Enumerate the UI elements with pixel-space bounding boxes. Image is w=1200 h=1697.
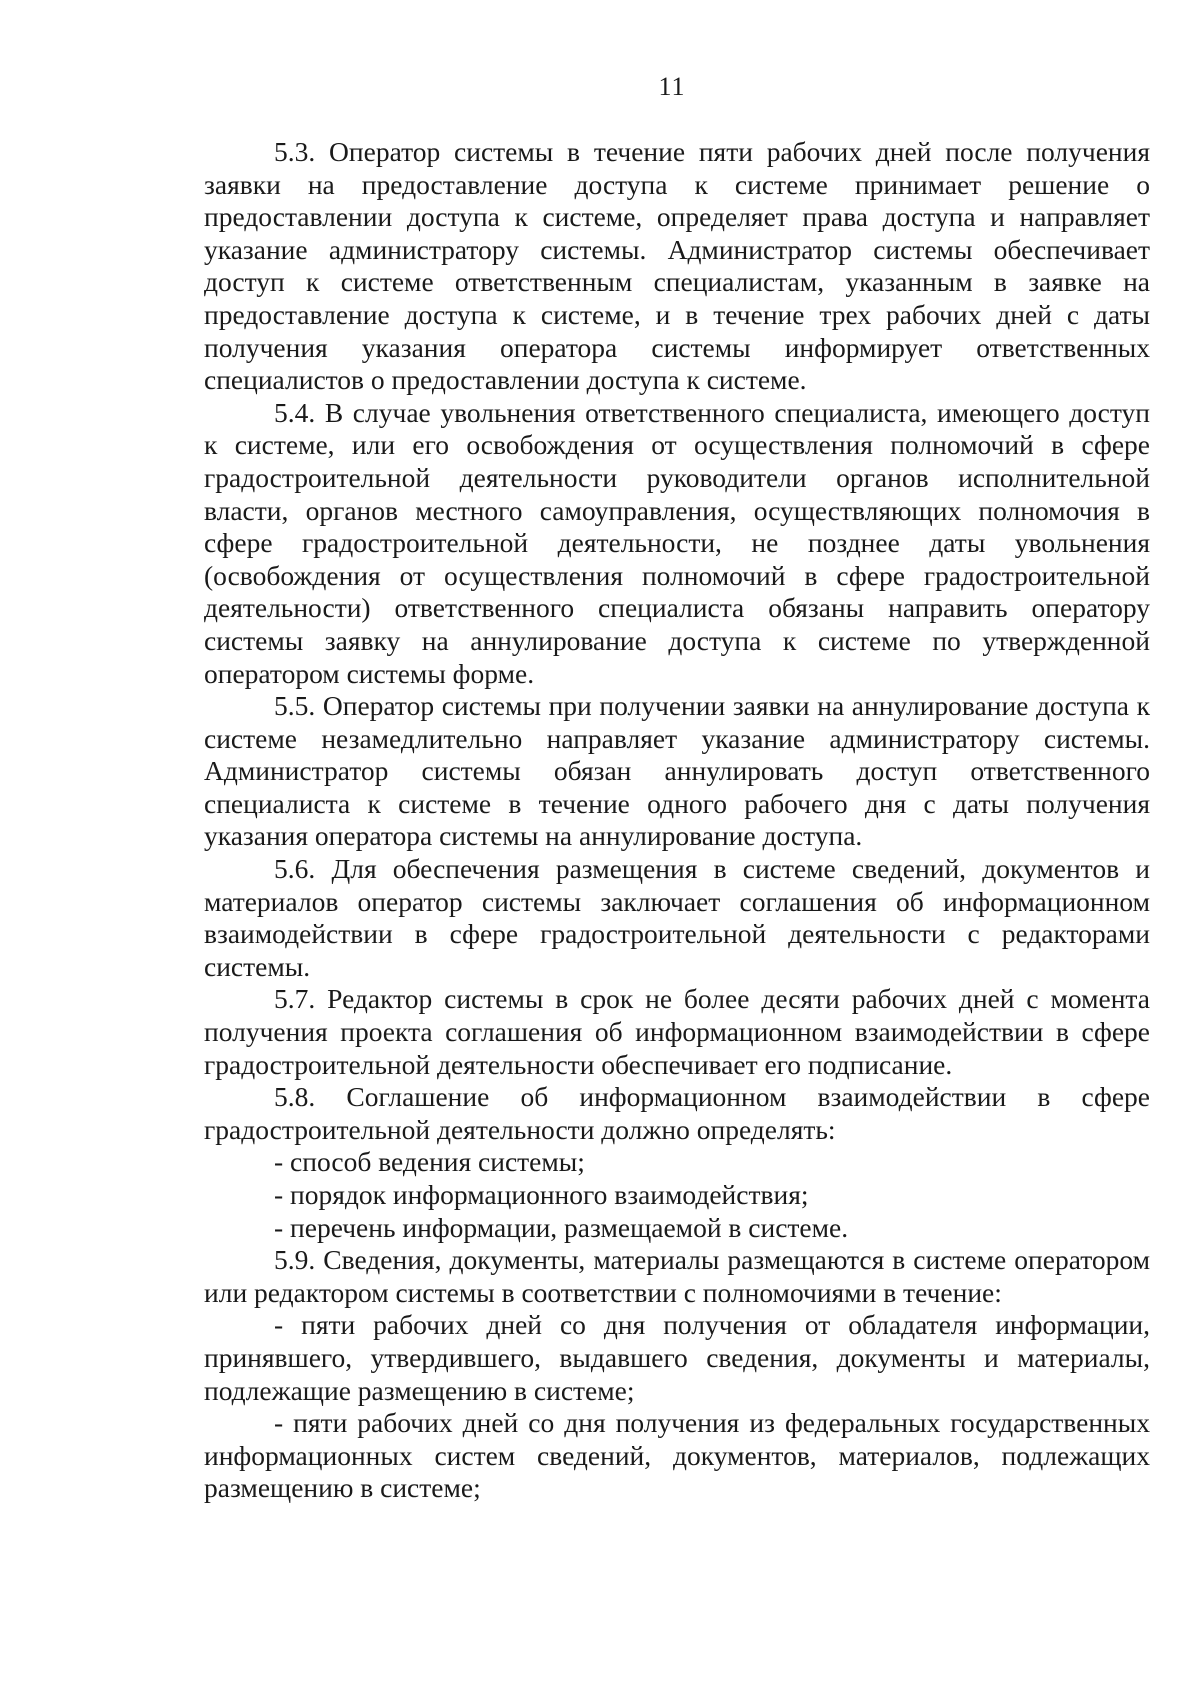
document-body — [204, 136, 1150, 1505]
list-item: - перечень информации, размещаемой в системе. — [274, 1211, 849, 1243]
paragraph-5-5: 5.5. Оператор системы при получении заявки на аннулирование доступа к системе незамедлительно направляет указание администратору системы. Администратор системы обязан аннулировать доступ ответственного специалиста к системе в течение одного рабочего дня с даты получения указания оператора системы на аннулирование доступа. — [204, 690, 1150, 852]
paragraph-5-8: 5.8. Соглашение об информационном взаимодействии в сфере градостроительной деятельности должно определять: — [204, 1081, 1150, 1145]
list-item: - пяти рабочих дней со дня получения из федеральных государственных информационных систем сведений, документов, материалов, подлежащих размещению в системе; — [204, 1407, 1150, 1504]
list-item: - порядок информационного взаимодействия; — [274, 1179, 809, 1210]
paragraph-5-9: 5.9. Сведения, документы, материалы размещаются в системе оператором или редактором системы в соответствии с полномочиями в течение: — [204, 1244, 1150, 1308]
paragraph-5-6: 5.6. Для обеспечения размещения в системе сведений, документов и материалов оператор системы заключает соглашения об информационном взаимодействии в сфере градостроительной деятельности с редакторами системы. — [204, 853, 1150, 982]
paragraph-5-3: 5.3. Оператор системы в течение пяти рабочих дней после получения заявки на предоставление доступа к системе принимает решение о предоставлении доступа к системе, определяет права доступа и направляет указание администратору системы. Администратор системы обеспечивает доступ к системе ответственным специалистам, указанным в заявке на предоставление доступа к системе, и в течение трех рабочих дней с даты получения указания оператора системы информирует ответственных специалистов о предоставлении доступа к системе. — [204, 136, 1150, 396]
list-item: - способ ведения системы; — [274, 1146, 585, 1178]
page-number: 11 — [658, 72, 686, 101]
paragraph-5-7: 5.7. Редактор системы в срок не более десяти рабочих дней с момента получения проекта соглашения об информационном взаимодействии в сфере градостроительной деятельности обеспечивает его подписание. — [204, 983, 1150, 1080]
paragraph-5-4: 5.4. В случае увольнения ответственного специалиста, имеющего доступ к системе, или его освобождения от осуществления полномочий в сфере градостроительной деятельности руководители органов исполнительной власти, органов местного самоуправления, осуществляющих полномочия в сфере градостроительной деятельности, не позднее даты увольнения (освобождения от осуществления полномочий в сфере градостроительной деятельности) ответственного специалиста обязаны направить оператору системы заявку на аннулирование доступа к системе по утвержденной оператором системы форме. — [204, 396, 1150, 689]
list-item: - пяти рабочих дней со дня получения от обладателя информации, принявшего, утвердившего, выдавшего сведения, документы и материалы, подлежащие размещению в системе; — [204, 1309, 1150, 1406]
